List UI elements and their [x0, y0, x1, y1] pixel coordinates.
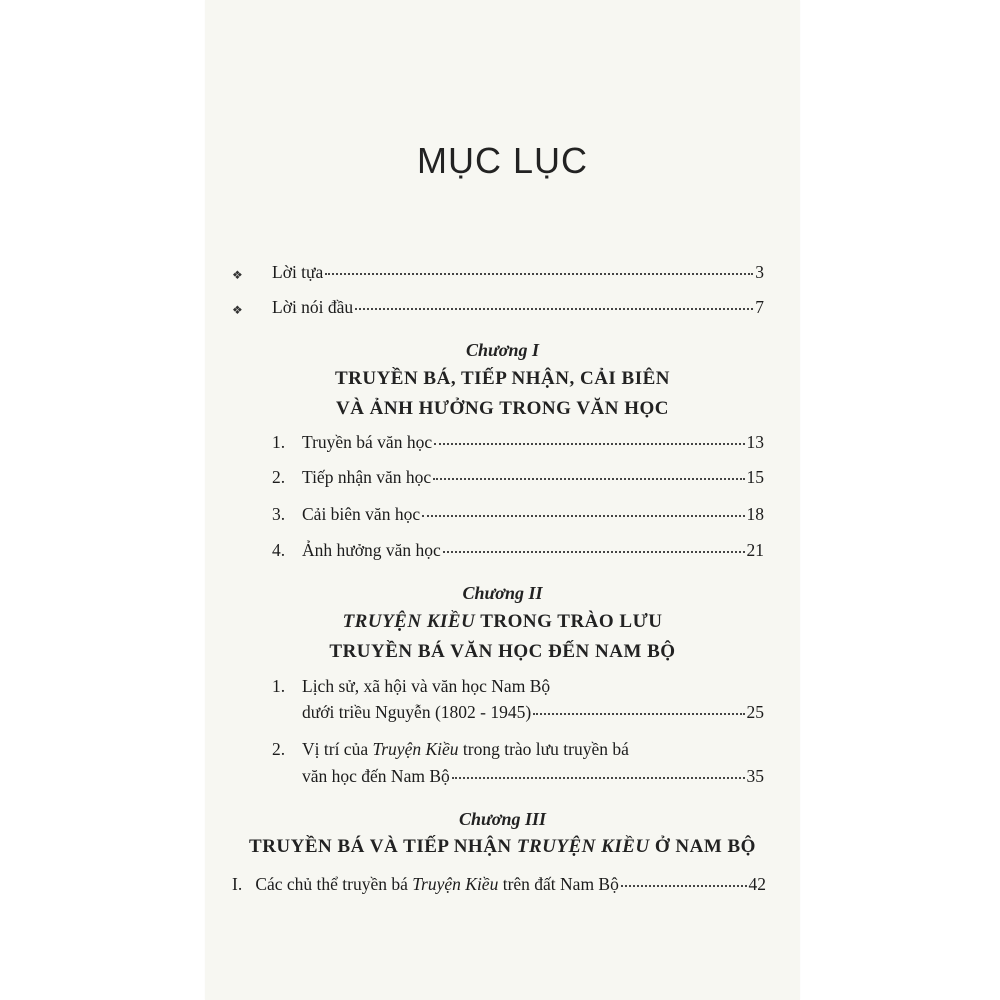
- page-number: 42: [748, 874, 766, 894]
- dot-leader: [452, 777, 745, 779]
- dot-leader: [422, 515, 744, 517]
- toc-entry[interactable]: Cải biên văn học 18: [302, 504, 764, 524]
- page-number: 25: [746, 702, 764, 722]
- dot-leader: [325, 273, 753, 275]
- item-number: 4.: [272, 540, 286, 560]
- toc-entry[interactable]: Truyền bá văn học 13: [302, 432, 764, 452]
- toc-entry[interactable]: dưới triều Nguyễn (1802 - 1945) 25: [302, 702, 764, 722]
- chapter-heading: VÀ ẢNH HƯỞNG TRONG VĂN HỌC: [335, 398, 670, 419]
- toc-entry[interactable]: Tiếp nhận văn học 15: [302, 467, 764, 487]
- dot-leader: [533, 713, 744, 715]
- page-number: 13: [746, 432, 764, 452]
- page-number: 21: [746, 540, 764, 560]
- chapter-label: Chương III: [459, 809, 546, 829]
- toc-entry[interactable]: Ảnh hưởng văn học 21: [302, 540, 764, 560]
- page-number: 18: [746, 504, 764, 524]
- chapter-heading: TRUYỀN BÁ VÀ TIẾP NHẬN TRUYỆN KIỀU Ở NAM BỘ: [249, 836, 756, 857]
- chapter-label: Chương II: [462, 583, 543, 603]
- page-title: MỤC LỤC: [416, 140, 588, 181]
- chapter-heading: TRUYỀN BÁ, TIẾP NHẬN, CẢI BIÊN: [334, 368, 671, 389]
- toc-entry-text: Vị trí của Truyện Kiều trong trào lưu truyền bá: [302, 739, 629, 759]
- item-number: 2.: [272, 739, 286, 759]
- chapter-heading: TRUYỆN KIỀU TRONG TRÀO LƯU: [342, 611, 663, 632]
- dot-leader: [443, 551, 745, 553]
- toc-entry-text: Lịch sử, xã hội và văn học Nam Bộ: [302, 676, 551, 696]
- page-number: 3: [755, 262, 764, 282]
- diamond-bullet-icon: ❖: [232, 303, 243, 317]
- dot-leader: [621, 885, 747, 887]
- page-number: 15: [746, 467, 764, 487]
- dot-leader: [434, 443, 744, 445]
- item-number: 1.: [272, 676, 286, 696]
- page-number: 7: [755, 297, 764, 317]
- dot-leader: [355, 308, 753, 310]
- item-number: 2.: [272, 467, 286, 487]
- diamond-bullet-icon: ❖: [232, 268, 243, 282]
- toc-entry-loi-noi-dau[interactable]: Lời nói đầu 7: [272, 297, 764, 317]
- item-number: 3.: [272, 504, 286, 524]
- item-number: 1.: [272, 432, 286, 452]
- toc-entry-loi-tua[interactable]: Lời tựa 3: [272, 262, 764, 282]
- chapter-heading: TRUYỀN BÁ VĂN HỌC ĐẾN NAM BỘ: [329, 641, 676, 662]
- toc-entry[interactable]: văn học đến Nam Bộ 35: [302, 766, 764, 786]
- dot-leader: [433, 478, 744, 480]
- chapter-label: Chương I: [466, 340, 539, 360]
- toc-entry[interactable]: I. Các chủ thể truyền bá Truyện Kiều trên đất Nam Bộ 42: [232, 874, 766, 894]
- item-number: I.: [232, 874, 243, 894]
- page-number: 35: [746, 766, 764, 786]
